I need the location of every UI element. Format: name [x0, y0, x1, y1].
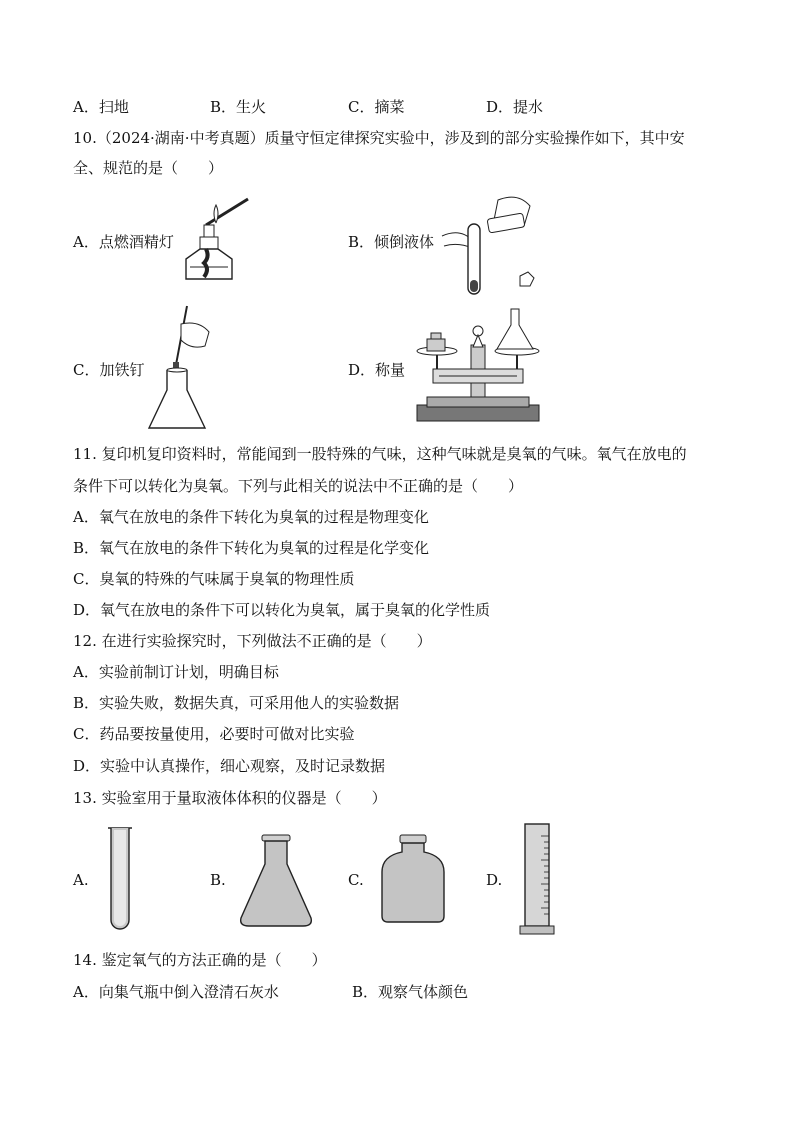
test-tube-icon [106, 826, 134, 940]
q11-stem-line1: 11. 复印机复印资料时，常能闻到一股特殊的气味，这种气味就是臭氧的气味。氧气在放电的 [73, 445, 687, 463]
q14-option-b[interactable]: B．观察气体颜色 [352, 983, 469, 1001]
q10-option-a[interactable]: A．点燃酒精灯 [73, 233, 174, 251]
q12-option-c[interactable]: C．药品要按量使用，必要时可做对比实验 [73, 725, 355, 743]
q13-stem: 13. 实验室用于量取液体体积的仪器是（ ） [73, 789, 387, 807]
graduated-cylinder-icon [519, 822, 555, 940]
q13-option-d[interactable]: D. [486, 871, 503, 889]
q10-stem-line1: 10.（2024·湖南·中考真题）质量守恒定律探究实验中，涉及到的部分实验操作如下，其中安 [73, 129, 685, 147]
q9-option-a[interactable]: A．扫地 [73, 98, 129, 116]
q14-stem: 14. 鉴定氧气的方法正确的是（ ） [73, 951, 327, 969]
q12-option-d[interactable]: D．实验中认真操作，细心观察，及时记录数据 [73, 757, 386, 775]
q12-option-a[interactable]: A．实验前制订计划，明确目标 [73, 663, 279, 681]
q11-option-c[interactable]: C．臭氧的特殊的气味属于臭氧的物理性质 [73, 570, 355, 588]
q10-option-c[interactable]: C．加铁钉 [73, 361, 145, 379]
q12-stem: 12. 在进行实验探究时，下列做法不正确的是（ ） [73, 632, 432, 650]
conical-flask-icon [238, 834, 314, 932]
balance-weighing-icon [413, 305, 543, 429]
q10-option-d[interactable]: D．称量 [348, 361, 406, 379]
q11-option-a[interactable]: A．氧气在放电的条件下转化为臭氧的过程是物理变化 [73, 508, 429, 526]
pouring-liquid-icon [440, 190, 540, 304]
adding-iron-nail-icon [145, 300, 225, 439]
q9-option-b[interactable]: B．生火 [210, 98, 267, 116]
q9-option-d[interactable]: D．提水 [486, 98, 544, 116]
q14-option-a[interactable]: A．向集气瓶中倒入澄清石灰水 [73, 983, 279, 1001]
q13-option-c[interactable]: C. [348, 871, 364, 889]
q13-option-b[interactable]: B. [210, 871, 226, 889]
q11-stem-line2: 条件下可以转化为臭氧。下列与此相关的说法中不正确的是（ ） [73, 477, 524, 495]
q9-option-c[interactable]: C．摘菜 [348, 98, 405, 116]
q11-option-d[interactable]: D．氧气在放电的条件下可以转化为臭氧，属于臭氧的化学性质 [73, 601, 491, 619]
q13-option-a[interactable]: A. [73, 871, 89, 889]
q12-option-b[interactable]: B．实验失败，数据失真，可采用他人的实验数据 [73, 694, 400, 712]
q11-option-b[interactable]: B．氧气在放电的条件下转化为臭氧的过程是化学变化 [73, 539, 430, 557]
q10-stem-line2: 全、规范的是（ ） [73, 159, 224, 177]
alcohol-lamp-lighting-icon [176, 195, 256, 294]
reagent-bottle-icon [380, 834, 446, 928]
q10-option-b[interactable]: B．倾倒液体 [348, 233, 435, 251]
